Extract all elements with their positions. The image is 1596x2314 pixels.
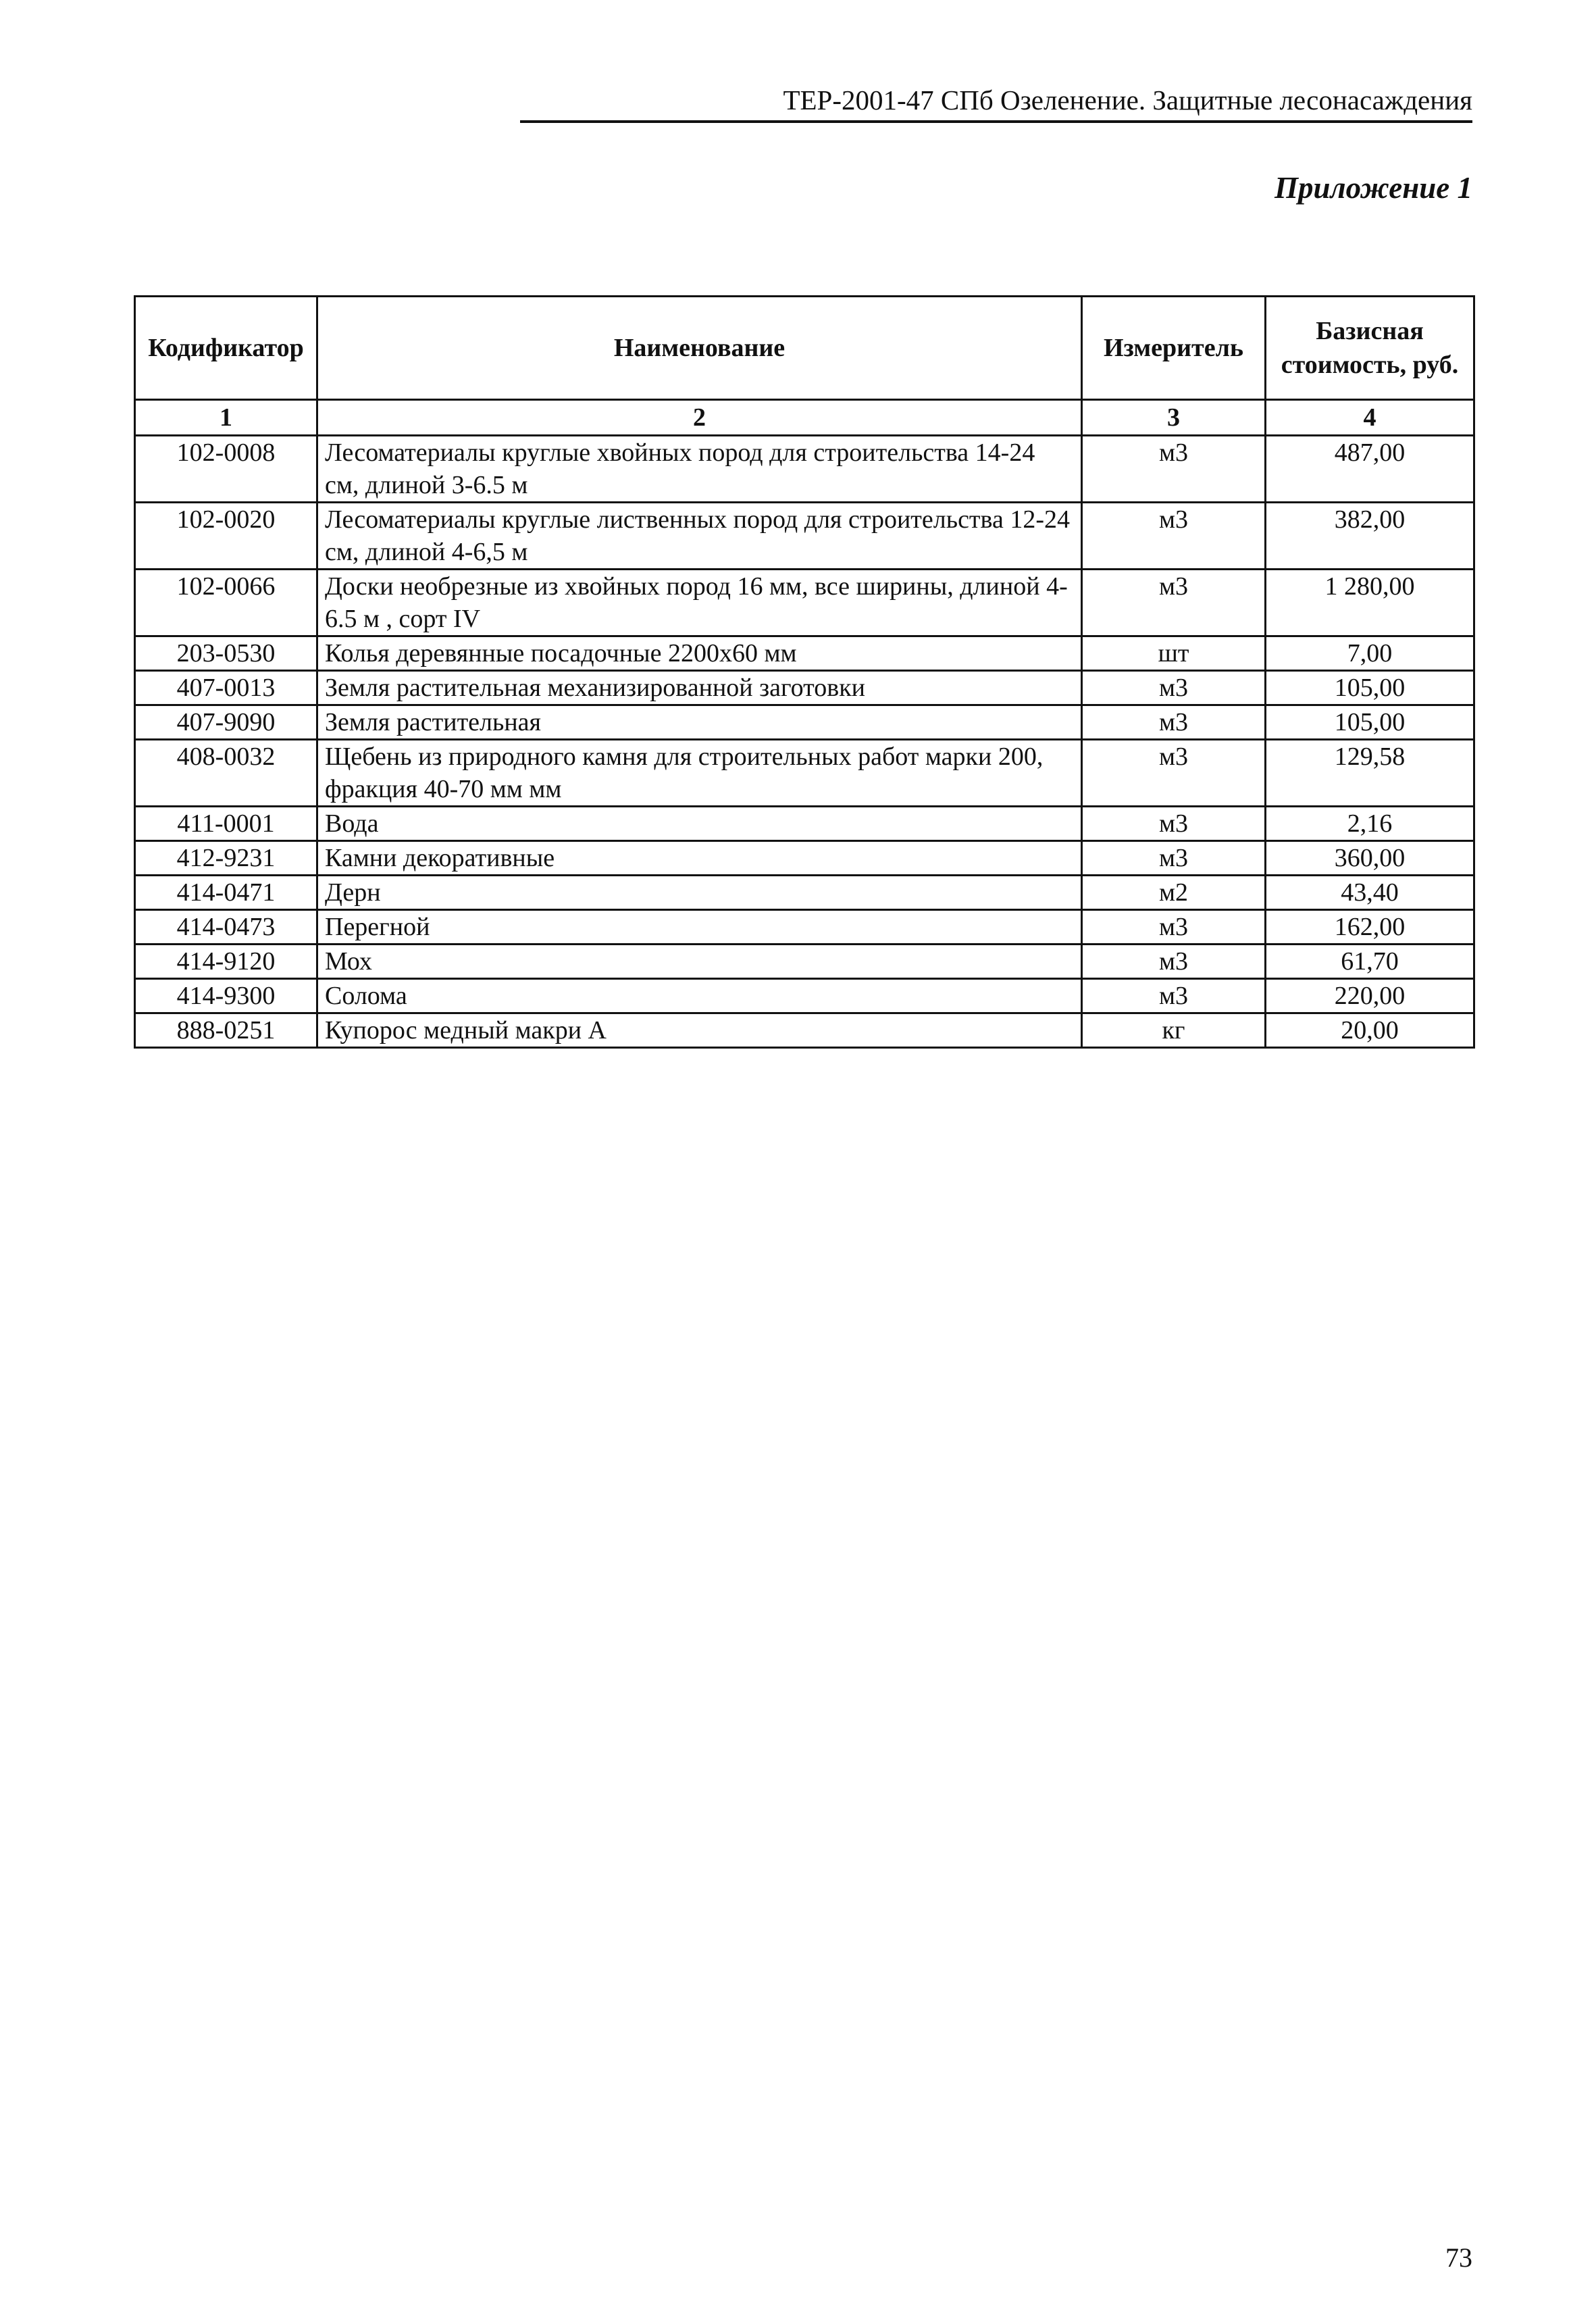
column-number: 1 — [135, 400, 317, 436]
table-row — [135, 876, 1474, 910]
unit-cell: кг — [1082, 1013, 1266, 1048]
table-row — [135, 570, 1474, 636]
code-cell: 407-9090 — [135, 705, 317, 740]
price-cell: 43,40 — [1266, 876, 1474, 910]
price-cell: 360,00 — [1266, 841, 1474, 876]
column-header-price: Базисная стоимость, руб. — [1266, 297, 1474, 400]
code-cell: 414-9300 — [135, 979, 317, 1013]
table-header-row — [135, 297, 1474, 400]
code-cell: 102-0020 — [135, 503, 317, 570]
price-cell: 487,00 — [1266, 436, 1474, 503]
name-cell: Мох — [317, 945, 1082, 979]
name-cell: Лесоматериалы круглые хвойных пород для строительства 14-24 см, длиной 3-6.5 м — [317, 436, 1082, 503]
table-row — [135, 979, 1474, 1013]
price-cell: 129,58 — [1266, 740, 1474, 807]
unit-cell: м3 — [1082, 671, 1266, 705]
unit-cell: м3 — [1082, 945, 1266, 979]
unit-cell: м3 — [1082, 705, 1266, 740]
code-cell: 414-0473 — [135, 910, 317, 945]
price-cell: 105,00 — [1266, 671, 1474, 705]
document-header: ТЕР-2001-47 СПб Озеленение. Защитные лесонасаждения — [783, 84, 1472, 116]
table-row — [135, 503, 1474, 570]
name-cell: Доски необрезные из хвойных пород 16 мм, все ширины, длиной 4-6.5 м , сорт IV — [317, 570, 1082, 636]
column-number-row — [135, 400, 1474, 436]
price-cell: 220,00 — [1266, 979, 1474, 1013]
price-cell: 382,00 — [1266, 503, 1474, 570]
unit-cell: м3 — [1082, 841, 1266, 876]
code-cell: 412-9231 — [135, 841, 317, 876]
table-row — [135, 436, 1474, 503]
table-row — [135, 636, 1474, 671]
unit-cell: м3 — [1082, 570, 1266, 636]
column-header-unit: Измеритель — [1082, 297, 1266, 400]
name-cell: Лесоматериалы круглые лиственных пород для строительства 12-24 см, длиной 4-6,5 м — [317, 503, 1082, 570]
column-header-code: Кодификатор — [135, 297, 317, 400]
code-cell: 414-0471 — [135, 876, 317, 910]
column-header-name: Наименование — [317, 297, 1082, 400]
name-cell: Солома — [317, 979, 1082, 1013]
code-cell: 102-0008 — [135, 436, 317, 503]
table-row — [135, 945, 1474, 979]
column-number: 4 — [1266, 400, 1474, 436]
name-cell: Колья деревянные посадочные 2200x60 мм — [317, 636, 1082, 671]
unit-cell: м3 — [1082, 979, 1266, 1013]
price-cell: 2,16 — [1266, 807, 1474, 841]
name-cell: Щебень из природного камня для строительных работ марки 200, фракция 40-70 мм мм — [317, 740, 1082, 807]
code-cell: 414-9120 — [135, 945, 317, 979]
price-cell: 20,00 — [1266, 1013, 1474, 1048]
table-row — [135, 807, 1474, 841]
price-cell: 162,00 — [1266, 910, 1474, 945]
column-number: 2 — [317, 400, 1082, 436]
code-cell: 888-0251 — [135, 1013, 317, 1048]
name-cell: Вода — [317, 807, 1082, 841]
code-cell: 407-0013 — [135, 671, 317, 705]
unit-cell: м3 — [1082, 436, 1266, 503]
column-number: 3 — [1082, 400, 1266, 436]
table-row — [135, 671, 1474, 705]
table-row — [135, 705, 1474, 740]
name-cell: Купорос медный макри А — [317, 1013, 1082, 1048]
unit-cell: м3 — [1082, 740, 1266, 807]
name-cell: Земля растительная механизированной заготовки — [317, 671, 1082, 705]
price-cell: 1 280,00 — [1266, 570, 1474, 636]
unit-cell: шт — [1082, 636, 1266, 671]
materials-table — [134, 295, 1475, 1049]
table-row — [135, 841, 1474, 876]
table-row — [135, 740, 1474, 807]
name-cell: Дерн — [317, 876, 1082, 910]
price-cell: 105,00 — [1266, 705, 1474, 740]
unit-cell: м2 — [1082, 876, 1266, 910]
name-cell: Перегной — [317, 910, 1082, 945]
page-number: 73 — [1445, 2242, 1472, 2273]
appendix-label: Приложение 1 — [1275, 171, 1472, 205]
code-cell: 408-0032 — [135, 740, 317, 807]
unit-cell: м3 — [1082, 910, 1266, 945]
unit-cell: м3 — [1082, 807, 1266, 841]
price-cell: 61,70 — [1266, 945, 1474, 979]
code-cell: 102-0066 — [135, 570, 317, 636]
unit-cell: м3 — [1082, 503, 1266, 570]
header-divider — [520, 120, 1472, 123]
code-cell: 203-0530 — [135, 636, 317, 671]
table-body — [135, 436, 1474, 1048]
table-row — [135, 1013, 1474, 1048]
name-cell: Камни декоративные — [317, 841, 1082, 876]
name-cell: Земля растительная — [317, 705, 1082, 740]
price-cell: 7,00 — [1266, 636, 1474, 671]
table-row — [135, 910, 1474, 945]
code-cell: 411-0001 — [135, 807, 317, 841]
